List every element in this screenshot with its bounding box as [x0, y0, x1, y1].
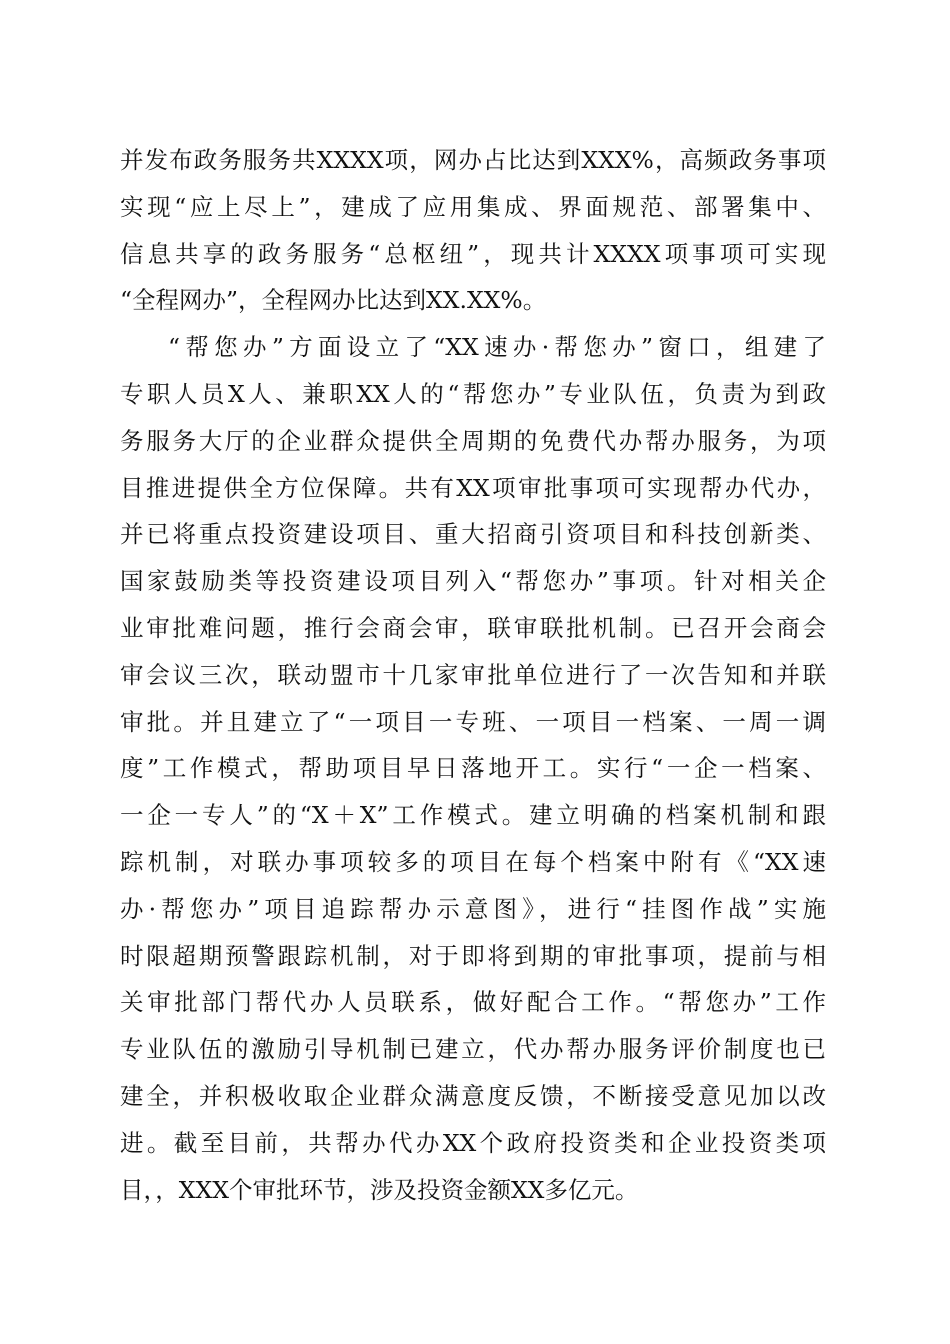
text-line: 务服务大厅的企业群众提供全周期的免费代办帮办服务，为项 [120, 426, 826, 455]
text-line: 国家鼓励类等投资建设项目列入“帮您办”事项。针对相关企 [120, 567, 826, 596]
text-line: “帮您办”方面设立了“XX速办·帮您办”窗口，组建了 [168, 333, 826, 362]
text-line: 专业队伍的激励引导机制已建立，代办帮办服务评价制度也已 [120, 1035, 826, 1064]
text-line: 时限超期预警跟踪机制，对于即将到期的审批事项，提前与相 [120, 941, 826, 970]
text-line: 进。截至目前，共帮办代办XX个政府投资类和企业投资类项 [120, 1128, 826, 1157]
text-line: 实现“应上尽上”，建成了应用集成、界面规范、部署集中、 [120, 192, 826, 221]
text-line: 业审批难问题，推行会商会审，联审联批机制。已召开会商会 [120, 613, 826, 642]
text-line: 踪机制，对联办事项较多的项目在每个档案中附有《“XX速 [120, 847, 826, 876]
paragraph-online-services [120, 137, 826, 324]
document-body [120, 137, 826, 1213]
paragraph-help-you-service [120, 324, 826, 1213]
text-line: 并发布政务服务共XXXX项，网办占比达到XXX%，高频政务事项 [120, 146, 826, 174]
text-line: 信息共享的政务服务“总枢纽”，现共计XXXX项事项可实现 [120, 239, 826, 268]
text-line: 度”工作模式，帮助项目早日落地开工。实行“一企一档案、 [120, 754, 826, 783]
text-line: 目，，XXX个审批环节，涉及投资金额XX多亿元。 [120, 1175, 639, 1204]
text-line: 目推进提供全方位保障。共有XX项审批事项可实现帮办代办， [120, 473, 826, 502]
text-line: “全程网办”，全程网办比达到XX.XX%。 [120, 286, 547, 315]
text-line: 办·帮您办”项目追踪帮办示意图》，进行“挂图作战”实施 [120, 894, 826, 923]
text-line: 建全，并积极收取企业群众满意度反馈，不断接受意见加以改 [120, 1081, 826, 1110]
text-line: 专职人员X人、兼职XX人的“帮您办”专业队伍，负责为到政 [120, 379, 826, 408]
text-line: 并已将重点投资建设项目、重大招商引资项目和科技创新类、 [120, 520, 826, 549]
text-line: 关审批部门帮代办人员联系，做好配合工作。“帮您办”工作 [120, 988, 826, 1017]
text-line: 审批。并且建立了“一项目一专班、一项目一档案、一周一调 [120, 707, 826, 736]
text-line: 一企一专人”的“X＋X”工作模式。建立明确的档案机制和跟 [120, 801, 826, 830]
text-line: 审会议三次，联动盟市十几家审批单位进行了一次告知和并联 [120, 660, 826, 689]
